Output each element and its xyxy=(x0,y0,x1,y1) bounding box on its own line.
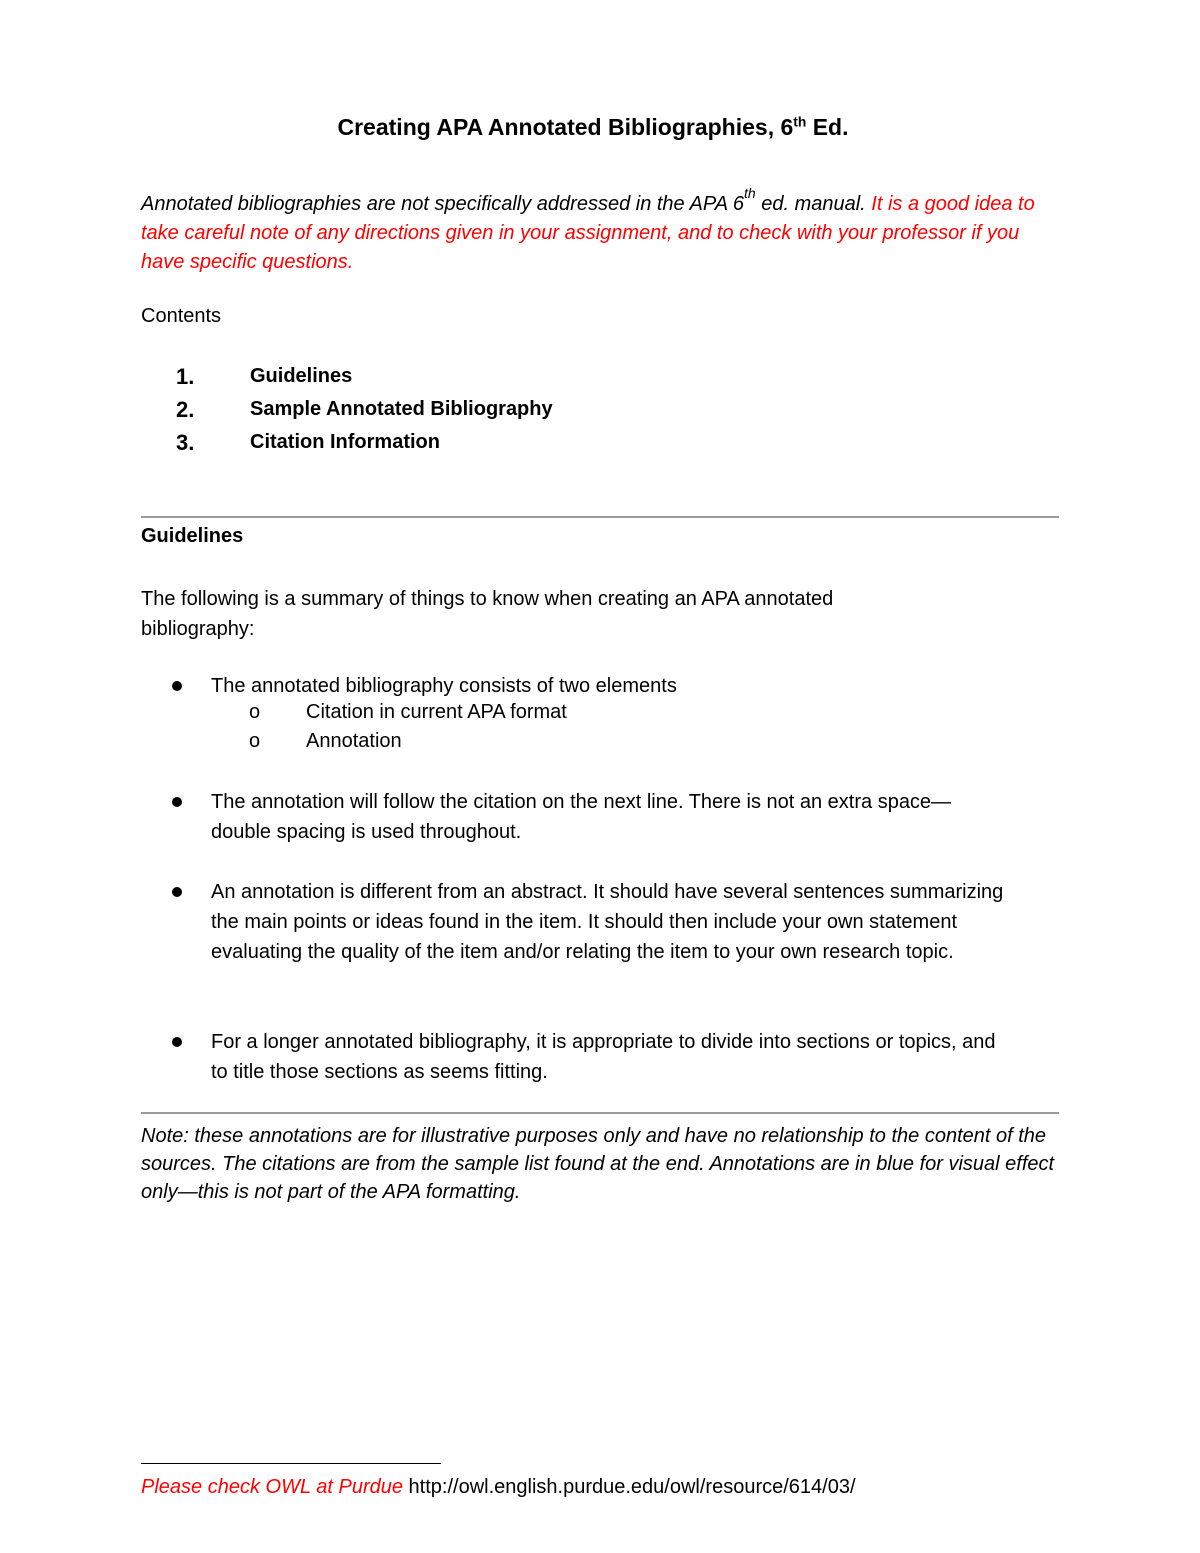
toc-number: 1. xyxy=(176,364,195,389)
toc-item-guidelines: Guidelines xyxy=(250,365,353,387)
section-divider xyxy=(141,516,1059,518)
list-item: An annotation is different from an abstract. It should have several sentences summarizing the main points or ideas found in the item. It should then include your own statement evaluating the quality of the item and/or relating the item to your own research topic. xyxy=(211,881,1004,963)
list-item: The annotated bibliography consists of two elements xyxy=(211,675,677,697)
guidelines-heading: Guidelines xyxy=(141,525,244,547)
intro-paragraph: Annotated bibliographies are not specifically addressed in the APA 6th ed. manual. It is a good idea to take careful note of any directions given in your assignment, and to check with your professor if you have specific questions. xyxy=(141,185,1035,273)
toc-item-sample: Sample Annotated Bibliography xyxy=(250,398,553,420)
toc-item-citation: Citation Information xyxy=(250,431,440,453)
intro-red-note: It is a good idea to take careful note of any directions given in your assignment, and to check with your professor if you have specific questions. xyxy=(141,193,1035,273)
list-item: The annotation will follow the citation on the next line. There is not an extra space—double spacing is used throughout. xyxy=(211,791,952,843)
sub-list-item: Citation in current APA format xyxy=(306,701,567,723)
section-divider xyxy=(141,1112,1059,1114)
sub-bullet-marker: o xyxy=(249,701,261,723)
sub-list-item: Annotation xyxy=(306,730,402,752)
bullet-dot xyxy=(172,797,182,807)
bullet-dot xyxy=(172,1037,182,1047)
footer-owl-note: Please check OWL at Purdue xyxy=(141,1476,403,1498)
contents-label: Contents xyxy=(141,305,222,327)
page-title: Creating APA Annotated Bibliographies, 6th Ed. xyxy=(337,114,849,140)
note-paragraph: Note: these annotations are for illustrative purposes only and have no relationship to the content of the sources. The citations are from the sample list found at the end. Annotations are in blue for visual effect only—this is not part of the APA formatting. xyxy=(141,1125,1055,1203)
bullet-dot xyxy=(172,681,182,691)
toc-number: 2. xyxy=(176,397,195,422)
toc-number: 3. xyxy=(176,430,195,455)
footnote-separator xyxy=(141,1463,441,1464)
list-item: For a longer annotated bibliography, it is appropriate to divide into sections or topics, and to title those sections as seems fitting. xyxy=(211,1031,996,1083)
footer-url-link[interactable]: http://owl.english.purdue.edu/owl/resource/614/03/ xyxy=(403,1476,856,1498)
footer xyxy=(141,1476,856,1499)
sub-bullet-marker: o xyxy=(249,730,261,752)
summary-paragraph: The following is a summary of things to know when creating an APA annotated bibliography: xyxy=(141,588,834,640)
bullet-dot xyxy=(172,887,182,897)
